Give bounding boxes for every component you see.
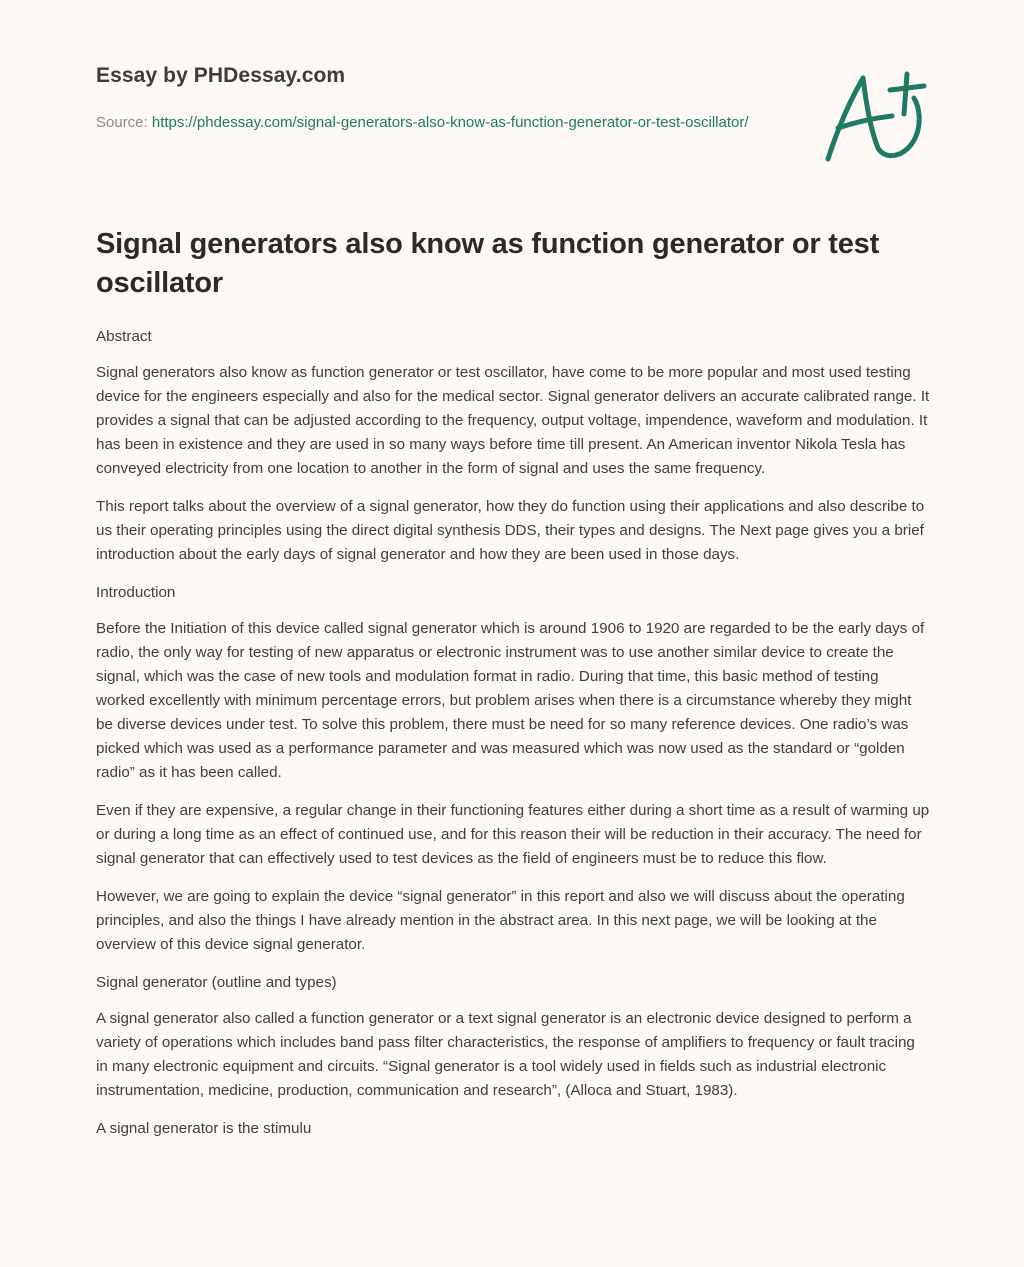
essay-title: Signal generators also know as function generator or test oscillator: [96, 228, 880, 299]
paragraph: Before the Initiation of this device called signal generator which is around 1906 to 1920 are regarded to be the early days of radio, the only way for testing of new apparatus or electronic instrument was to use another similar device to create the signal, which was the case of new tools and modulation format in radio. During that time, this basic method of testing worked excellently with minimum percentage errors, but problem arises when there is a circumstance whereby they might be diverse devices under test. To solve this problem, there must be need for so many reference devices. One radio’s was picked which was used as a performance parameter and was measured which was now used as the standard or “golden radio” as it has been called.: [96, 620, 925, 781]
section-heading-introduction: Introduction: [96, 584, 176, 601]
a-plus-logo-icon: [820, 68, 930, 168]
section-heading-outline: Signal generator (outline and types): [96, 974, 337, 991]
paragraph: However, we are going to explain the device “signal generator” in this report and also we will discuss about the operating principles, and also the things I have already mention in the abstract area. In this next page, we will be looking at the overview of this device signal generator.: [96, 888, 905, 953]
section-heading-abstract: Abstract: [96, 328, 152, 345]
paragraph-truncated: A signal generator is the stimulu: [96, 1120, 312, 1137]
source-line: [96, 111, 756, 134]
paragraph: A signal generator also called a function generator or a text signal generator is an electronic device designed to perform a variety of operations which includes band pass filter characteristics, the response of amplifiers to frequency or fault tracing in many electronic equipment and circuits. “Signal generator is a tool widely used in fields such as industrial electronic instrumentation, medicine, production, communication and research”, (Alloca and Stuart, 1983).: [96, 1010, 915, 1099]
paragraph: This report talks about the overview of a signal generator, how they do function using their applications and also describe to us their operating principles using the direct digital synthesis DDS, their types and designs. The Next page gives you a brief introduction about the early days of signal generator and how they are been used in those days.: [96, 498, 925, 563]
paragraph: Even if they are expensive, a regular change in their functioning features either during a short time as a result of warming up or during a long time as an effect of continued use, and for this reason their will be reduction in their accuracy. The need for signal generator that can effectively used to test devices as the field of engineers must be to reduce this flow.: [96, 802, 930, 867]
paragraph: Signal generators also know as function generator or test oscillator, have come to be more popular and most used testing device for the engineers especially and also for the medical sector. Signal generator delivers an accurate calibrated range. It provides a signal that can be adjusted according to the frequency, output voltage, impendence, waveform and modulation. It has been in existence and they are used in so many ways before time till present. An American inventor Nikola Tesla has conveyed electricity from one location to another in the form of signal and uses the same frequency.: [96, 364, 930, 477]
source-link[interactable]: https://phdessay.com/signal-generators-also-know-as-function-generator-or-test-oscillator/: [151, 114, 749, 131]
source-label: Source:: [96, 114, 148, 131]
essay-body: [96, 325, 930, 1155]
site-title: Essay by PHDessay.com: [96, 64, 346, 87]
